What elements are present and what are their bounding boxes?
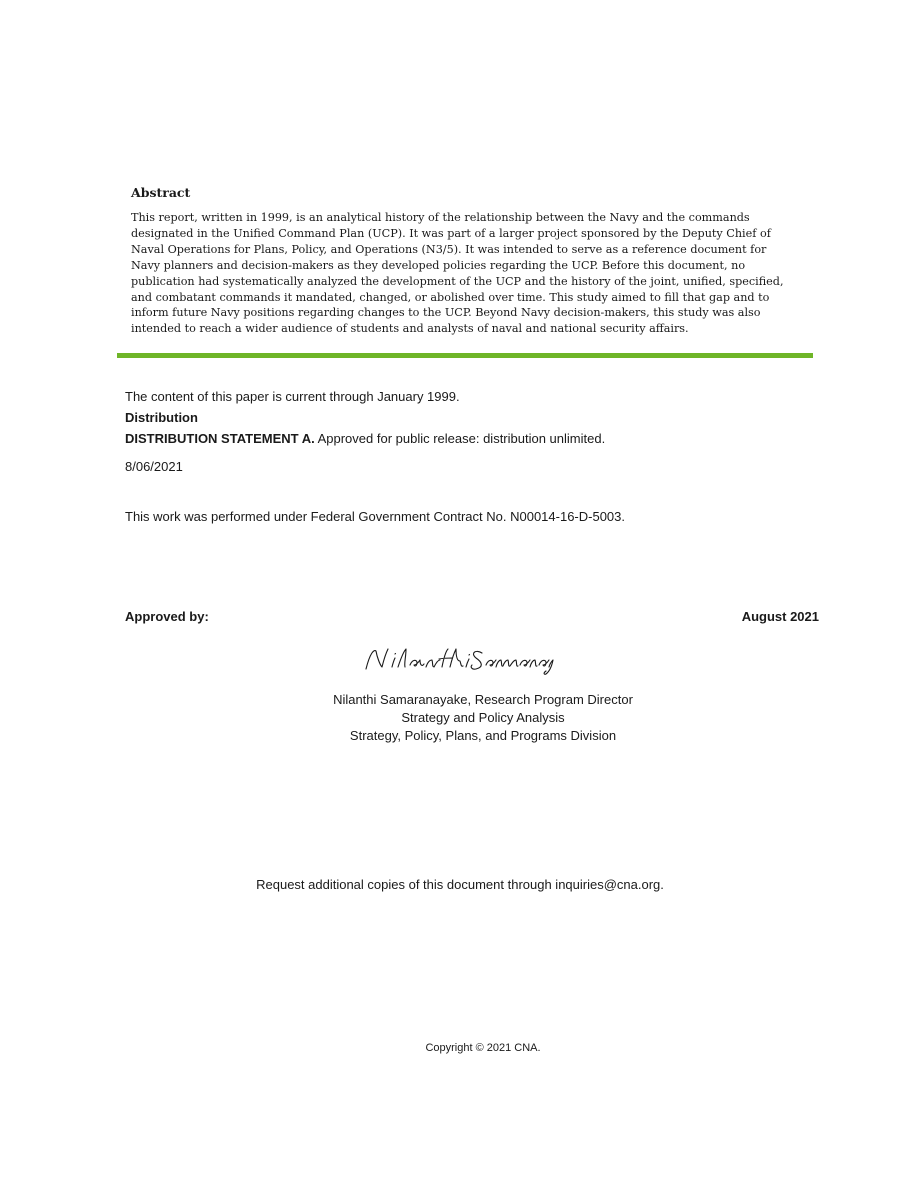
- approver-division: Strategy, Policy, Plans, and Programs Division: [349, 728, 617, 743]
- currency-note: The content of this paper is current through January 1999.: [125, 389, 460, 404]
- approver-name-title: Nilanthi Samaranayake, Research Program Director: [333, 692, 633, 707]
- signature-image: [0, 643, 920, 682]
- distribution-heading: Distribution: [125, 410, 198, 425]
- approved-by-label: Approved by:: [125, 609, 209, 624]
- distribution-statement: [125, 430, 605, 447]
- distribution-statement-label: DISTRIBUTION STATEMENT A.: [125, 431, 315, 446]
- copyright-notice: Copyright © 2021 CNA.: [425, 1042, 541, 1054]
- abstract-heading: Abstract: [131, 185, 191, 200]
- abstract-text: This report, written in 1999, is an analytical history of the relationship between the Navy and the commands designated in the Unified Command Plan (UCP). It was part of a larger project sponsored by the Deputy Chief of Naval Operations for Plans, Policy, and Operations (N3/5). It was intended to serve as a reference document for Navy planners and decision-makers as they developed policies regarding the UCP. Before this document, no publication had systematically analyzed the development of the UCP and the history of the joint, unified, specified, and combatant commands it mandated, changed, or abolished over time. This study aimed to fill that gap and to inform future Navy positions regarding changes to the UCP. Beyond Navy decision-makers, this study was also intended to reach a wider audience of students and analysts of naval and national security affairs.: [131, 211, 784, 336]
- request-copies-note: Request additional copies of this document through inquiries@cna.org.: [256, 877, 664, 892]
- approver-unit: Strategy and Policy Analysis: [401, 710, 565, 725]
- handwritten-signature: [360, 643, 560, 677]
- publication-date: 8/06/2021: [125, 459, 183, 474]
- approval-date: August 2021: [741, 609, 819, 624]
- section-divider: [117, 353, 813, 358]
- distribution-statement-text: Approved for public release: distribution unlimited.: [314, 431, 606, 446]
- contract-note: This work was performed under Federal Government Contract No. N00014-16-D-5003.: [125, 509, 626, 524]
